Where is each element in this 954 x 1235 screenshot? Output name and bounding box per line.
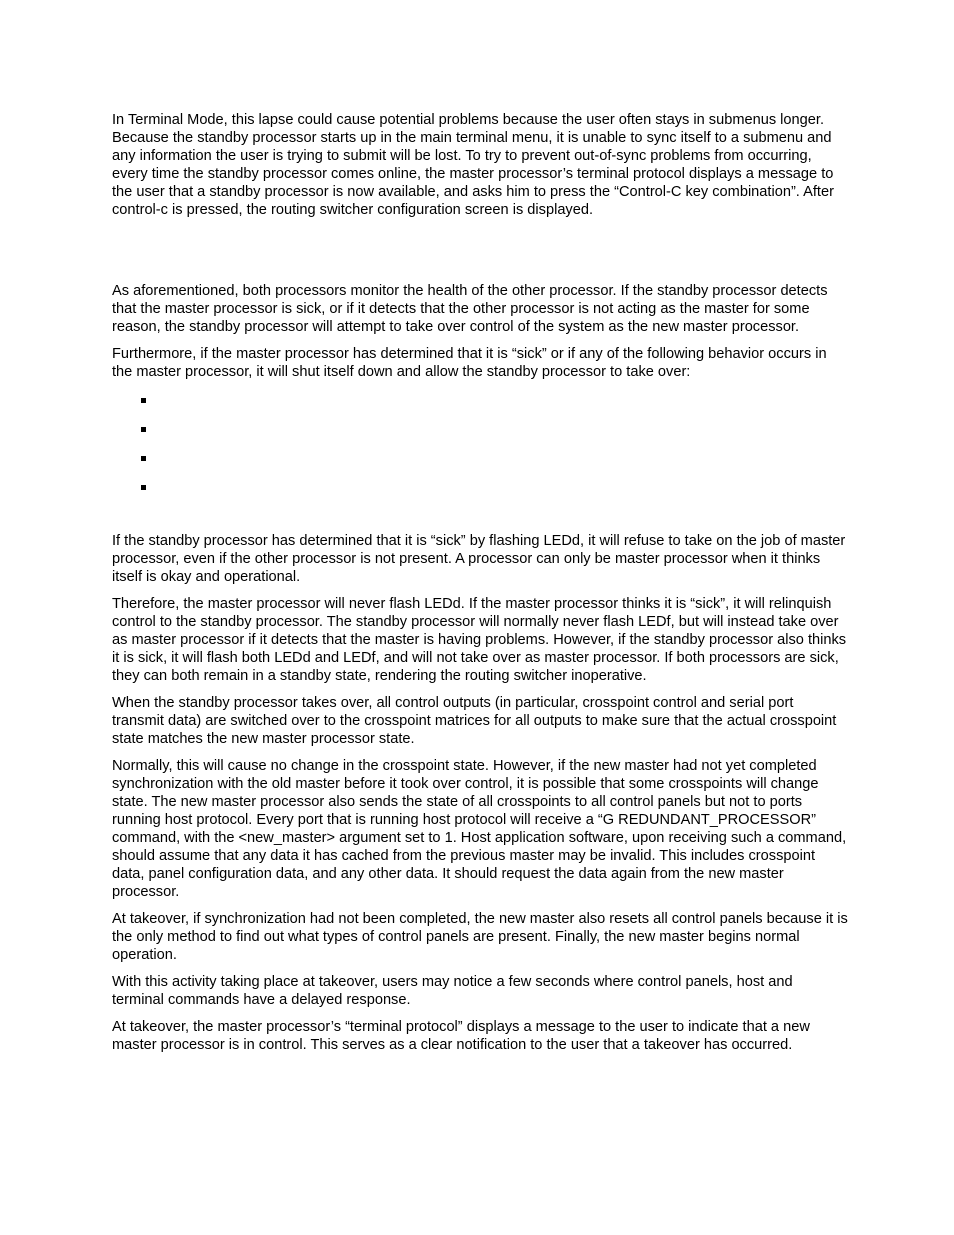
list-item	[112, 477, 848, 506]
paragraph-furthermore: Furthermore, if the master processor has determined that it is “sick” or if any of the following behavior occurs in the master processor, it will shut itself down and allow the standby processor to take over:	[112, 346, 827, 380]
paragraph-normally: Normally, this will cause no change in the crosspoint state. However, if the new master had not yet completed synchronization with the old master before it took over control, it is possible that some crosspoints will change state. The new master processor also sends the state of all crosspoints to all control panels but not to ports running host protocol. Every port that is running host protocol will receive a “G REDUNDANT_PROCESSOR” command, with the <new_master> argument set to 1. Host application software, upon receiving such a command, should assume that any data it has cached from the previous master may be invalid. This includes crosspoint data, panel configuration data, and any other data. It should request the data again from the new master processor.	[112, 758, 847, 900]
paragraph-takeover-outputs: When the standby processor takes over, all control outputs (in particular, crosspoint control and serial port transmit data) are switched over to the crosspoint matrices for all outputs to make sure that the actual crosspoint state matches the new master processor state.	[112, 695, 837, 747]
square-bullet-icon	[141, 427, 146, 432]
bullet-list	[112, 390, 848, 506]
paragraph-resets-panels: At takeover, if synchronization had not been completed, the new master also resets all control panels because it is the only method to find out what types of control panels are present. Finally, the new master begins normal operation.	[112, 911, 848, 963]
paragraph-terminal-mode: In Terminal Mode, this lapse could cause potential problems because the user often stays in submenus longer. Because the standby processor starts up in the main terminal menu, it is unable to sync itself to a submenu and any information the user is trying to submit will be lost. To try to prevent out-of-sync problems from occurring, every time the standby processor comes online, the master processor’s terminal protocol displays a message to the user that a standby processor is now available, and asks him to press the “Control-C key combination”. After control-c is pressed, the routing switcher configuration screen is displayed.	[112, 112, 834, 218]
list-item	[112, 419, 848, 448]
paragraph-standby-sick: If the standby processor has determined that it is “sick” by flashing LEDd, it will refuse to take on the job of master processor, even if the other processor is not present. A processor can only be master processor when it thinks itself is okay and operational.	[112, 533, 846, 585]
list-item	[112, 390, 848, 419]
paragraph-aforementioned: As aforementioned, both processors monitor the health of the other processor. If the standby processor detects that the master processor is sick, or if it detects that the other processor is not acting as the master for some reason, the standby processor will attempt to take over control of the system as the new master processor.	[112, 283, 828, 335]
square-bullet-icon	[141, 456, 146, 461]
paragraph-delayed-response: With this activity taking place at takeover, users may notice a few seconds where control panels, host and terminal commands have a delayed response.	[112, 974, 793, 1008]
list-item	[112, 448, 848, 477]
section-gap	[112, 228, 848, 282]
square-bullet-icon	[141, 398, 146, 403]
paragraph-terminal-notification: At takeover, the master processor’s “terminal protocol” displays a message to the user to indicate that a new master processor is in control. This serves as a clear notification to the user that a takeover has occurred.	[112, 1019, 810, 1053]
document-page	[112, 111, 848, 1063]
square-bullet-icon	[141, 485, 146, 490]
section-gap	[112, 506, 848, 532]
paragraph-therefore: Therefore, the master processor will never flash LEDd. If the master processor thinks it is “sick”, it will relinquish control to the standby processor. The standby processor will normally never flash LEDf, but will instead take over as master processor if it detects that the master is having problems. However, if the standby processor also thinks it is sick, it will flash both LEDd and LEDf, and will not take over as master processor. If both processors are sick, they can both remain in a standby state, rendering the routing switcher inoperative.	[112, 596, 847, 684]
